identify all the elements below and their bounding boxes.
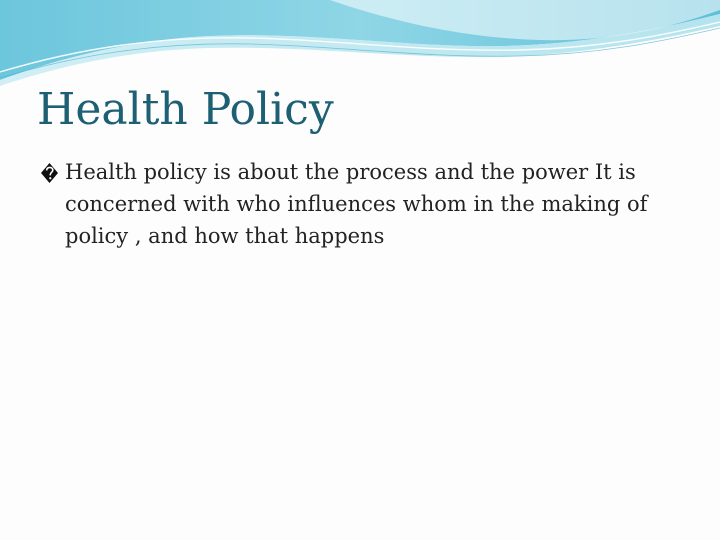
- bullet-item: [40, 156, 680, 252]
- bullet-text: Health policy is about the process and the power It is concerned with who influences whom in the making of policy , and how that happens: [65, 160, 648, 248]
- decorative-wave-header: [0, 0, 720, 90]
- bullet-marker-icon: [40, 162, 59, 184]
- slide-body: [40, 156, 680, 252]
- slide-title: Health Policy: [37, 84, 334, 135]
